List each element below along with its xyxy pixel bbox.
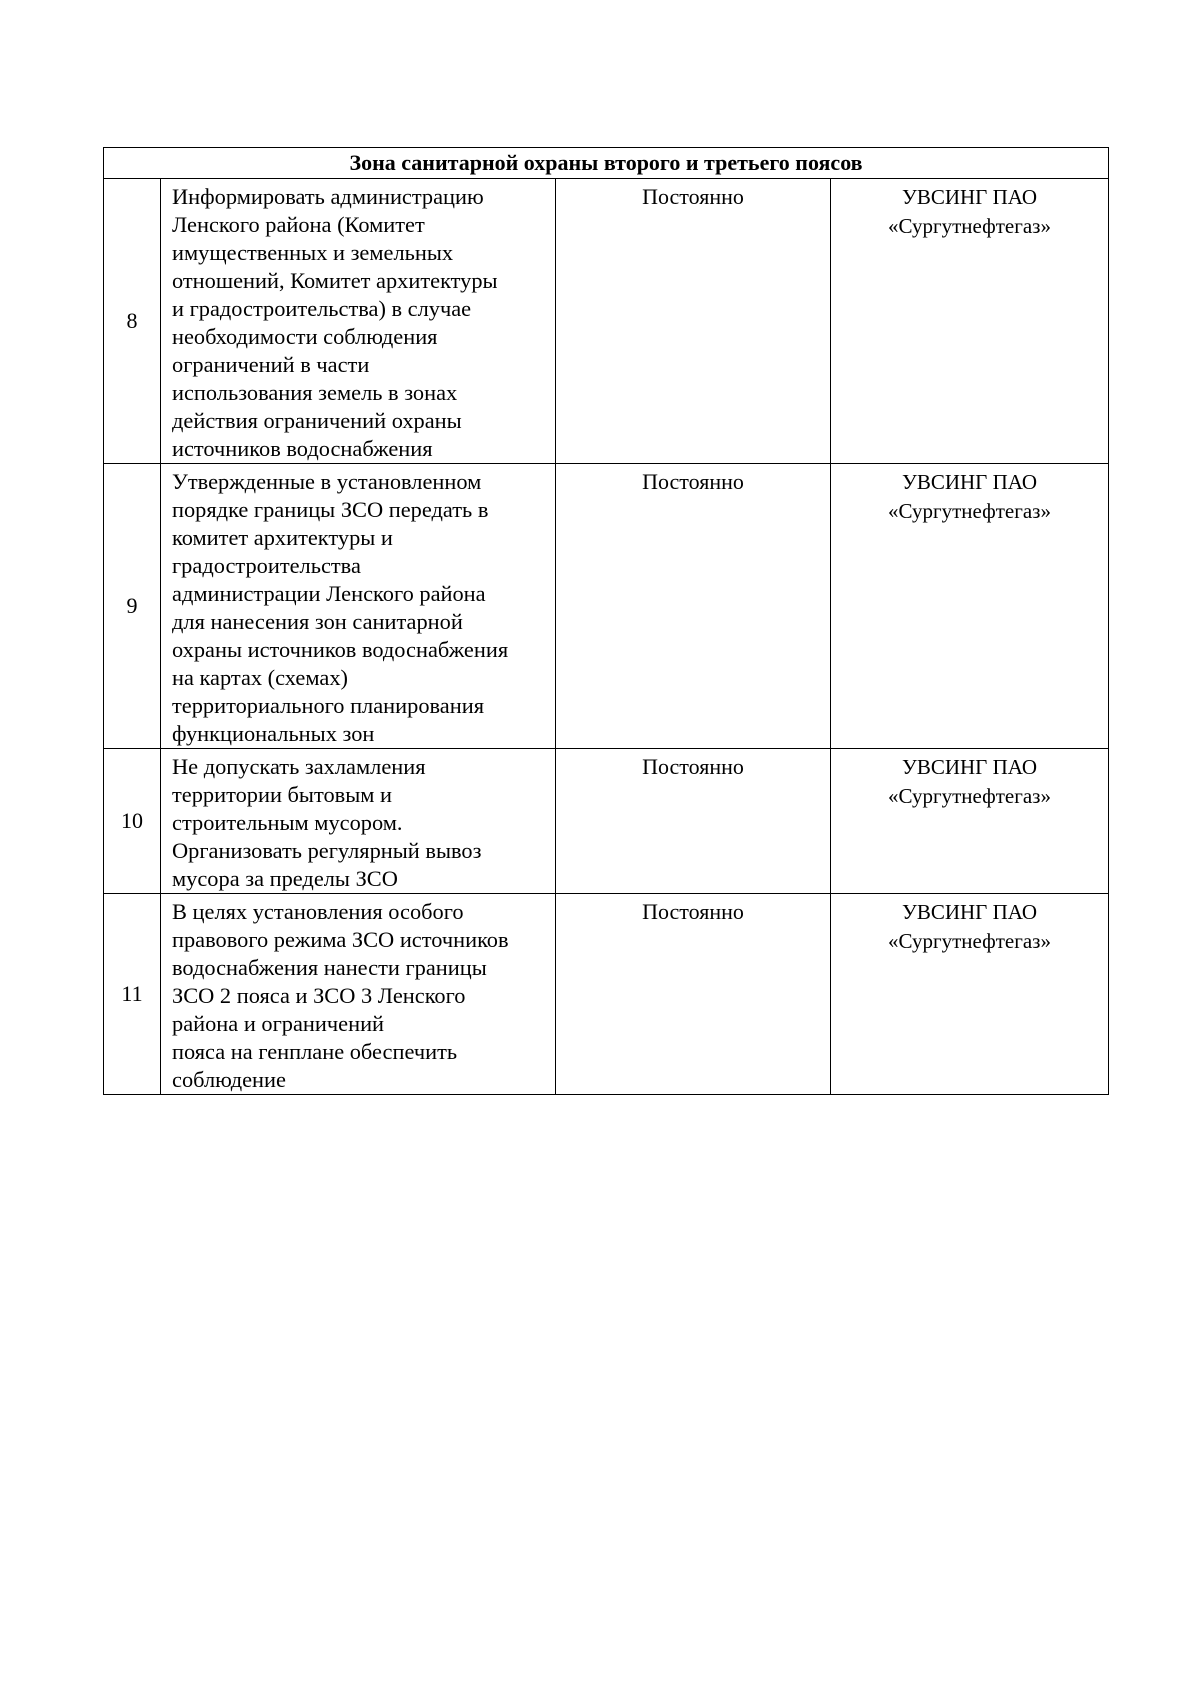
- responsible: УВСИНГ ПАО «Сургутнефтегаз»: [831, 464, 1109, 749]
- row-number: 10: [104, 749, 161, 894]
- row-number: 9: [104, 464, 161, 749]
- responsible: УВСИНГ ПАО «Сургутнефтегаз»: [831, 894, 1109, 1095]
- table-heading: Зона санитарной охраны второго и третьего поясов: [104, 148, 1109, 179]
- table-row: [104, 749, 1109, 894]
- measure-text: Информировать администрацию Ленского района (Комитет имущественных и земельных отношений, Комитет архитектуры и градостроительства) в случае необходимости соблюдения ограничений в части использования земель в зонах действия ограничений охраны источников водоснабжения: [161, 179, 556, 464]
- term: Постоянно: [556, 179, 831, 464]
- term: Постоянно: [556, 749, 831, 894]
- measures-table: [103, 147, 1109, 1095]
- row-number: 8: [104, 179, 161, 464]
- responsible: УВСИНГ ПАО «Сургутнефтегаз»: [831, 749, 1109, 894]
- table-row: [104, 464, 1109, 749]
- row-number: 11: [104, 894, 161, 1095]
- measure-text: Не допускать захламления территории бытовым и строительным мусором. Организовать регулярный вывоз мусора за пределы ЗСО: [161, 749, 556, 894]
- term: Постоянно: [556, 894, 831, 1095]
- table-row: [104, 179, 1109, 464]
- measure-text: В целях установления особого правового режима ЗСО источников водоснабжения нанести границы ЗСО 2 пояса и ЗСО 3 Ленского района и ограничений пояса на генплане обеспечить соблюдение: [161, 894, 556, 1095]
- table-heading-row: [104, 148, 1109, 179]
- measure-text: Утвержденные в установленном порядке границы ЗСО передать в комитет архитектуры и градостроительства администрации Ленского района для нанесения зон санитарной охраны источников водоснабжения на картах (схемах) территориального планирования функциональных зон: [161, 464, 556, 749]
- term: Постоянно: [556, 464, 831, 749]
- table-row: [104, 894, 1109, 1095]
- responsible: УВСИНГ ПАО «Сургутнефтегаз»: [831, 179, 1109, 464]
